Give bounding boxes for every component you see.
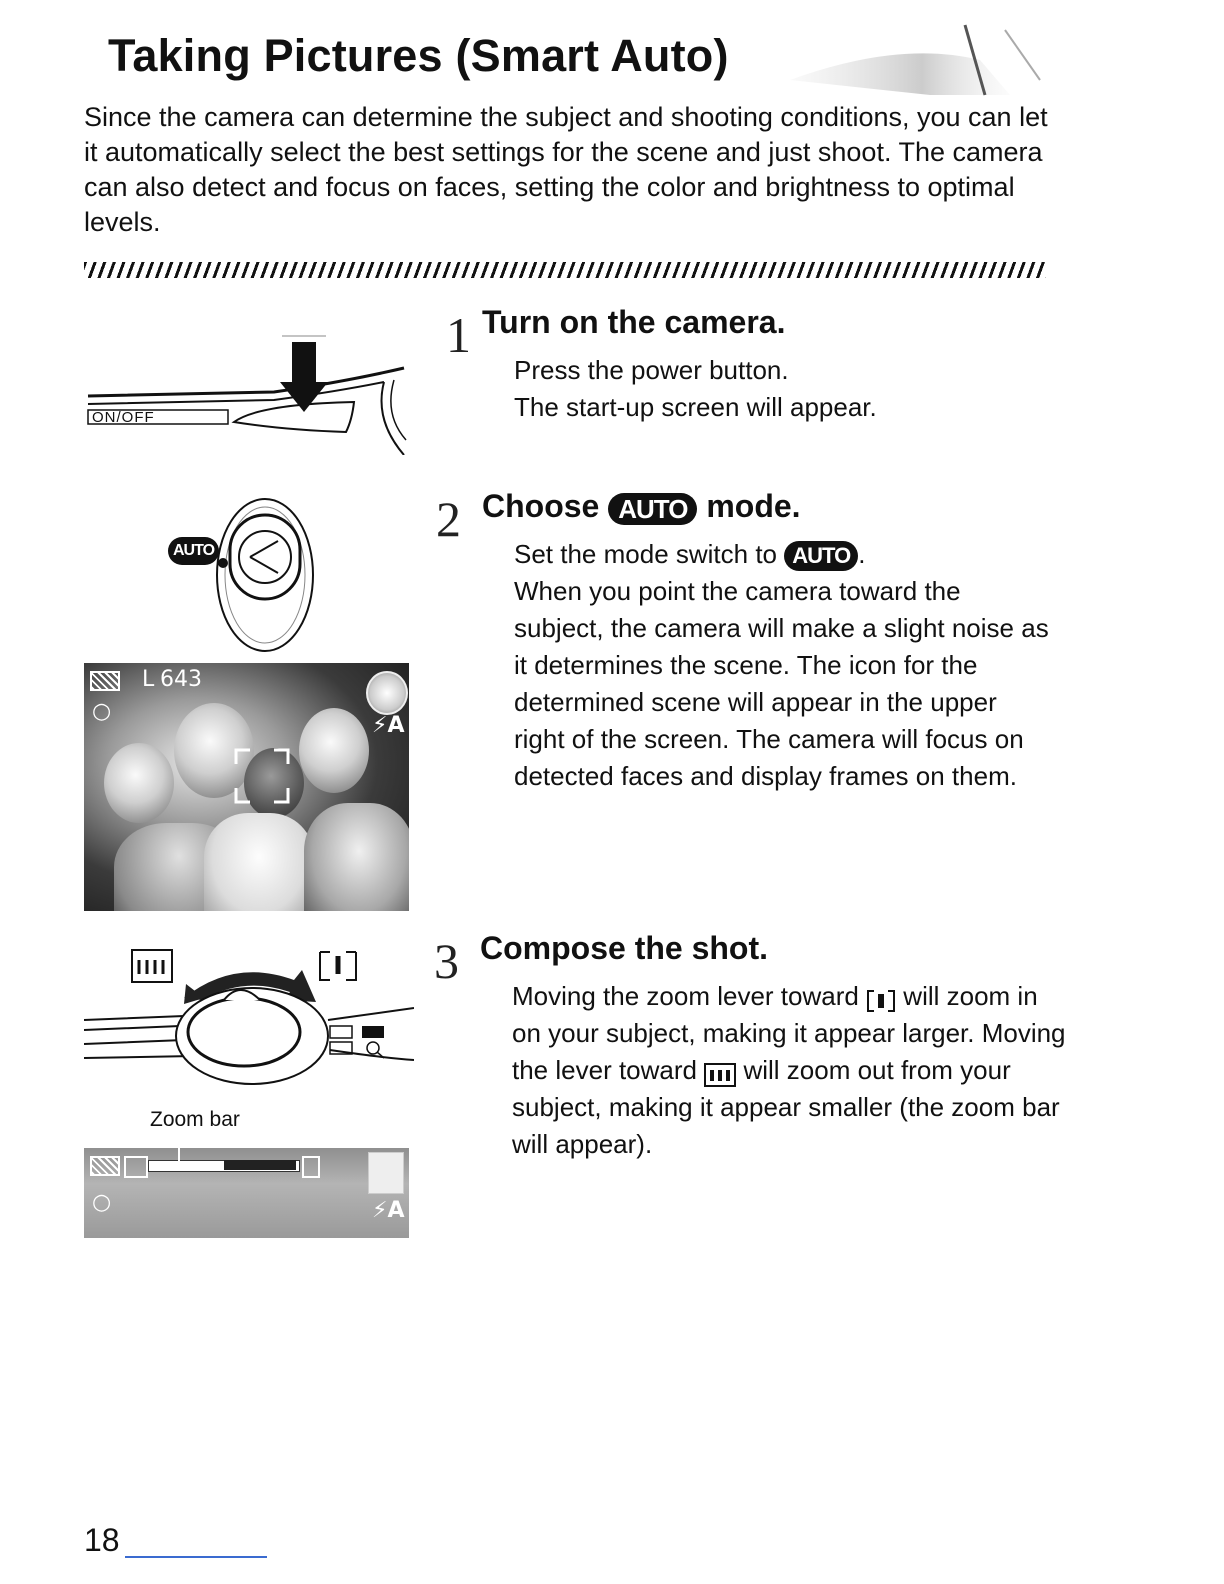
section-divider (84, 262, 1046, 278)
lcd-shots-remaining: 643 (160, 667, 202, 692)
zoom-wide-icon (704, 1060, 736, 1084)
step-1-body (514, 352, 1074, 426)
auto-mode-icon: AUTO (784, 541, 858, 571)
flash-icon: ⚡A (372, 1198, 405, 1223)
step-2-paragraph: When you point the camera toward the subject, the camera will make a slight noise as it determines the scene. The icon for the determined scene will appear in the upper right of the screen. The camera will focus on detected faces and display frames on them. (514, 576, 1049, 791)
auto-mode-icon: AUTO (608, 493, 697, 525)
step-number-1: 1 (446, 307, 471, 363)
face-detection-frame (234, 748, 290, 804)
battery-icon (90, 1156, 120, 1176)
step-2-line-1-end: . (858, 539, 866, 569)
scene-icon (368, 1152, 404, 1194)
battery-icon (90, 671, 120, 691)
step-number-3: 3 (434, 933, 459, 989)
intro-text: Since the camera can determine the subject and shooting conditions, you can let it automatically select the best settings for the scene and just shoot. The camera can also detect and focus on faces, setting the color and brightness to optimal levels. (84, 102, 1048, 237)
zoom-lever-illustration (84, 940, 414, 1090)
title-decoration (780, 20, 1060, 100)
zoom-bar-fill (224, 1160, 296, 1170)
step-3-text-c: will zoom out from your subject, making it appear smaller (the zoom bar will appear). (512, 1055, 1060, 1159)
zoom-bar-lcd (84, 1148, 409, 1238)
auto-mode-icon: AUTO (168, 537, 219, 565)
lcd-mode-icon: ○ (92, 699, 112, 724)
zoom-tele-icon (866, 986, 896, 1010)
power-button-illustration (84, 320, 414, 455)
step-2-title-pre: Choose (482, 488, 600, 524)
step-3-text-b: will zoom in on your subject, making it appear larger. Moving the lever toward (512, 981, 1066, 1085)
smart-auto-lcd-photo (84, 663, 409, 911)
step-1-line: The start-up screen will appear. (514, 392, 877, 422)
lcd-mode-icon: ○ (92, 1190, 112, 1215)
step-2-line-1-text: Set the mode switch to (514, 539, 778, 569)
step-1-line: Press the power button. (514, 355, 789, 385)
step-3-body (512, 978, 1072, 1163)
zoom-tele-icon (302, 1156, 320, 1178)
onoff-label: ON/OFF (92, 409, 155, 426)
mode-switch-illustration (170, 495, 330, 655)
page-number: 18 (84, 1522, 120, 1558)
step-3-text-a: Moving the zoom lever toward (512, 981, 859, 1011)
step-2-title-post: mode. (706, 488, 801, 524)
lcd-image-size: L (142, 667, 155, 692)
step-number-2: 2 (436, 491, 461, 547)
zoom-bar-pointer (178, 1140, 180, 1164)
step-1-title: Turn on the camera. (482, 304, 786, 340)
flash-icon: ⚡A (372, 713, 405, 738)
page-title: Taking Pictures (Smart Auto) (108, 30, 729, 81)
zoom-wide-icon (124, 1156, 148, 1178)
step-2-line-1 (514, 536, 1054, 573)
zoom-bar-caption: Zoom bar (150, 1108, 240, 1131)
page-number-underline (125, 1556, 267, 1558)
step-3-title: Compose the shot. (480, 930, 769, 966)
step-2-body (514, 536, 1054, 795)
scene-icon (366, 671, 408, 715)
step-2-title (482, 488, 801, 525)
